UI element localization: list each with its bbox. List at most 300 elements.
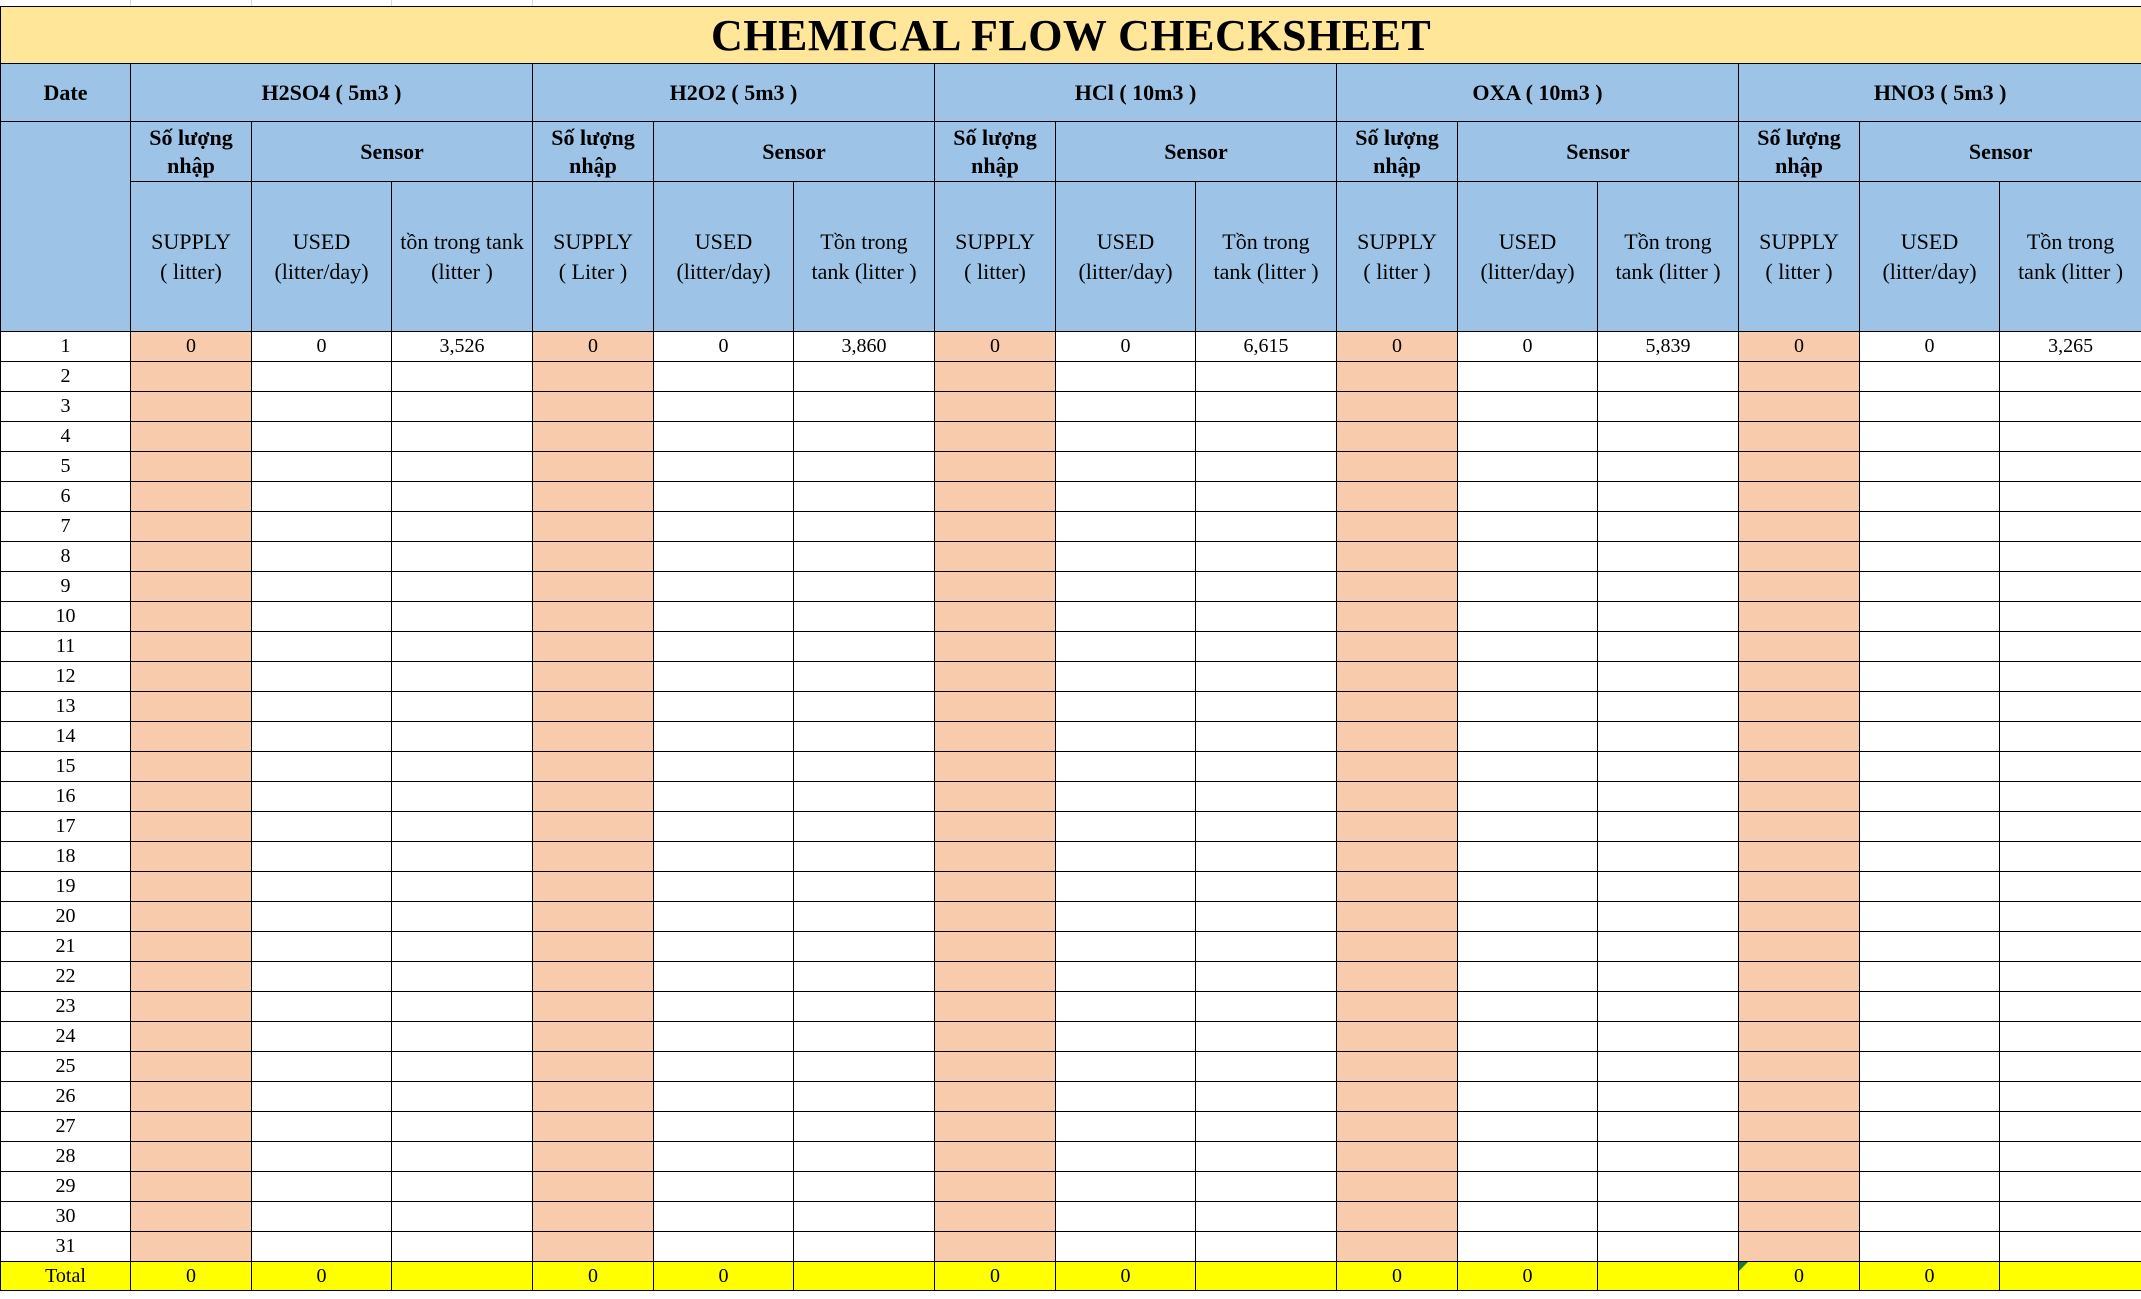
stock-cell[interactable] (2000, 962, 2141, 992)
stock-cell[interactable] (794, 812, 935, 842)
supply-cell[interactable] (533, 1082, 654, 1112)
used-cell[interactable] (1860, 1202, 2000, 1232)
used-cell[interactable] (1056, 602, 1196, 632)
total-supply-cell[interactable]: 0 (131, 1262, 252, 1291)
used-cell[interactable] (1860, 482, 2000, 512)
used-cell[interactable] (1056, 842, 1196, 872)
stock-cell[interactable] (794, 572, 935, 602)
used-cell[interactable] (654, 1082, 794, 1112)
stock-cell[interactable]: 3,860 (794, 332, 935, 362)
supply-cell[interactable] (1337, 1112, 1458, 1142)
used-cell[interactable] (654, 962, 794, 992)
date-cell[interactable]: 11 (1, 632, 131, 662)
used-cell[interactable] (1860, 782, 2000, 812)
used-cell[interactable] (252, 452, 392, 482)
supply-cell[interactable] (935, 632, 1056, 662)
used-cell[interactable] (252, 872, 392, 902)
stock-cell[interactable] (2000, 752, 2141, 782)
used-cell[interactable] (654, 662, 794, 692)
supply-cell[interactable] (1337, 1202, 1458, 1232)
stock-cell[interactable] (1598, 1022, 1739, 1052)
used-cell[interactable] (1860, 632, 2000, 662)
stock-cell[interactable] (1196, 812, 1337, 842)
stock-cell[interactable] (2000, 1232, 2141, 1262)
qty-input-header[interactable] (1337, 122, 1458, 182)
stock-cell[interactable] (1196, 962, 1337, 992)
used-cell[interactable] (1056, 512, 1196, 542)
used-cell[interactable] (1056, 1142, 1196, 1172)
stock-cell[interactable] (2000, 812, 2141, 842)
stock-cell[interactable] (392, 1142, 533, 1172)
stock-cell[interactable] (392, 812, 533, 842)
used-cell[interactable] (1860, 992, 2000, 1022)
stock-cell[interactable] (1598, 962, 1739, 992)
supply-cell[interactable] (533, 932, 654, 962)
used-cell[interactable] (1458, 752, 1598, 782)
used-cell[interactable] (1860, 872, 2000, 902)
supply-header[interactable] (533, 182, 654, 332)
stock-cell[interactable] (1598, 872, 1739, 902)
stock-cell[interactable] (1598, 992, 1739, 1022)
used-cell[interactable] (1860, 512, 2000, 542)
used-cell[interactable] (1458, 452, 1598, 482)
stock-cell[interactable] (2000, 1022, 2141, 1052)
supply-cell[interactable]: 0 (131, 332, 252, 362)
stock-cell[interactable] (794, 512, 935, 542)
stock-cell[interactable] (1598, 752, 1739, 782)
used-cell[interactable] (252, 512, 392, 542)
used-cell[interactable] (654, 872, 794, 902)
stock-cell[interactable] (1598, 1232, 1739, 1262)
total-used-cell[interactable]: 0 (654, 1262, 794, 1291)
supply-cell[interactable] (1337, 782, 1458, 812)
supply-cell[interactable] (1739, 962, 1860, 992)
used-cell[interactable]: 0 (1860, 332, 2000, 362)
used-cell[interactable] (1056, 1232, 1196, 1262)
supply-cell[interactable] (131, 1142, 252, 1172)
used-cell[interactable] (252, 422, 392, 452)
supply-cell[interactable] (131, 812, 252, 842)
supply-cell[interactable] (1739, 452, 1860, 482)
supply-cell[interactable] (1337, 812, 1458, 842)
total-used-cell[interactable]: 0 (1860, 1262, 2000, 1291)
supply-cell[interactable] (1337, 842, 1458, 872)
used-cell[interactable] (252, 1172, 392, 1202)
stock-cell[interactable] (1196, 692, 1337, 722)
total-label[interactable]: Total (1, 1262, 131, 1291)
stock-cell[interactable] (1196, 1232, 1337, 1262)
date-cell[interactable]: 26 (1, 1082, 131, 1112)
stock-cell[interactable] (392, 1022, 533, 1052)
supply-cell[interactable] (1337, 662, 1458, 692)
supply-cell[interactable] (1337, 752, 1458, 782)
supply-cell[interactable] (533, 1172, 654, 1202)
date-cell[interactable]: 17 (1, 812, 131, 842)
stock-cell[interactable] (392, 1202, 533, 1232)
stock-cell[interactable]: 5,839 (1598, 332, 1739, 362)
stock-cell[interactable] (794, 1142, 935, 1172)
chemical-header[interactable]: OXA ( 10m3 ) (1337, 64, 1739, 122)
date-header[interactable]: Date (1, 64, 131, 122)
supply-cell[interactable] (1739, 542, 1860, 572)
used-cell[interactable] (1056, 902, 1196, 932)
supply-cell[interactable] (533, 782, 654, 812)
used-cell[interactable] (1458, 1082, 1598, 1112)
supply-cell[interactable] (1337, 722, 1458, 752)
supply-cell[interactable]: 0 (1739, 332, 1860, 362)
supply-cell[interactable] (935, 1202, 1056, 1232)
supply-cell[interactable] (935, 992, 1056, 1022)
stock-cell[interactable] (1598, 662, 1739, 692)
used-cell[interactable] (252, 392, 392, 422)
used-cell[interactable] (1860, 662, 2000, 692)
used-cell[interactable] (252, 752, 392, 782)
supply-cell[interactable] (131, 992, 252, 1022)
used-header[interactable] (1860, 182, 2000, 332)
supply-cell[interactable] (1739, 1232, 1860, 1262)
used-cell[interactable] (654, 1112, 794, 1142)
stock-cell[interactable] (2000, 872, 2141, 902)
supply-cell[interactable] (1739, 392, 1860, 422)
stock-cell[interactable] (392, 392, 533, 422)
used-cell[interactable] (1056, 962, 1196, 992)
used-cell[interactable] (654, 572, 794, 602)
supply-cell[interactable] (935, 422, 1056, 452)
supply-cell[interactable] (131, 782, 252, 812)
stock-cell[interactable] (1598, 812, 1739, 842)
date-cell[interactable]: 3 (1, 392, 131, 422)
used-cell[interactable] (1458, 482, 1598, 512)
stock-cell[interactable] (1196, 1052, 1337, 1082)
supply-cell[interactable] (935, 812, 1056, 842)
stock-cell[interactable] (392, 1112, 533, 1142)
stock-cell[interactable] (2000, 1082, 2141, 1112)
date-cell[interactable]: 5 (1, 452, 131, 482)
used-cell[interactable] (1458, 962, 1598, 992)
supply-cell[interactable] (935, 452, 1056, 482)
used-cell[interactable] (1056, 392, 1196, 422)
used-cell[interactable]: 0 (252, 332, 392, 362)
supply-cell[interactable] (1739, 1112, 1860, 1142)
date-cell[interactable]: 12 (1, 662, 131, 692)
stock-cell[interactable] (794, 542, 935, 572)
stock-cell[interactable] (1196, 1142, 1337, 1172)
used-cell[interactable] (1056, 542, 1196, 572)
used-header[interactable] (1458, 182, 1598, 332)
used-cell[interactable] (1860, 1172, 2000, 1202)
supply-cell[interactable] (1739, 1172, 1860, 1202)
supply-cell[interactable] (1739, 512, 1860, 542)
supply-cell[interactable] (131, 512, 252, 542)
supply-cell[interactable] (533, 422, 654, 452)
supply-cell[interactable] (1337, 1232, 1458, 1262)
used-cell[interactable] (1056, 482, 1196, 512)
supply-cell[interactable] (935, 932, 1056, 962)
used-cell[interactable] (252, 1202, 392, 1232)
used-cell[interactable] (252, 722, 392, 752)
date-cell[interactable]: 29 (1, 1172, 131, 1202)
supply-cell[interactable] (131, 542, 252, 572)
used-cell[interactable] (654, 1052, 794, 1082)
used-cell[interactable] (1458, 812, 1598, 842)
stock-cell[interactable] (392, 932, 533, 962)
sensor-header[interactable]: Sensor (252, 122, 533, 182)
used-cell[interactable] (1860, 572, 2000, 602)
stock-cell[interactable] (2000, 1142, 2141, 1172)
stock-cell[interactable] (1598, 1112, 1739, 1142)
used-cell[interactable] (252, 1022, 392, 1052)
stock-cell[interactable] (2000, 722, 2141, 752)
stock-cell[interactable] (2000, 992, 2141, 1022)
stock-cell[interactable] (1196, 1082, 1337, 1112)
date-cell[interactable]: 18 (1, 842, 131, 872)
supply-cell[interactable] (533, 722, 654, 752)
stock-cell[interactable] (2000, 842, 2141, 872)
used-cell[interactable] (654, 392, 794, 422)
stock-header[interactable] (1196, 182, 1337, 332)
supply-cell[interactable] (935, 722, 1056, 752)
supply-cell[interactable] (533, 362, 654, 392)
used-header[interactable] (1056, 182, 1196, 332)
stock-cell[interactable] (392, 902, 533, 932)
used-cell[interactable] (1458, 1022, 1598, 1052)
stock-cell[interactable] (1598, 902, 1739, 932)
stock-cell[interactable] (2000, 1112, 2141, 1142)
supply-cell[interactable] (131, 932, 252, 962)
stock-cell[interactable] (2000, 542, 2141, 572)
supply-cell[interactable] (1739, 692, 1860, 722)
supply-cell[interactable] (935, 1172, 1056, 1202)
supply-cell[interactable] (131, 662, 252, 692)
supply-cell[interactable] (935, 752, 1056, 782)
stock-cell[interactable] (1598, 1082, 1739, 1112)
supply-cell[interactable] (1739, 722, 1860, 752)
used-cell[interactable] (252, 362, 392, 392)
used-cell[interactable] (252, 842, 392, 872)
used-cell[interactable] (252, 782, 392, 812)
used-cell[interactable] (654, 482, 794, 512)
stock-cell[interactable] (2000, 692, 2141, 722)
used-cell[interactable] (1458, 1052, 1598, 1082)
supply-cell[interactable] (1739, 1142, 1860, 1172)
supply-cell[interactable] (1337, 932, 1458, 962)
stock-cell[interactable] (794, 662, 935, 692)
supply-cell[interactable] (131, 362, 252, 392)
used-cell[interactable] (1860, 1082, 2000, 1112)
supply-cell[interactable] (131, 422, 252, 452)
date-cell[interactable]: 25 (1, 1052, 131, 1082)
stock-cell[interactable] (392, 992, 533, 1022)
stock-cell[interactable] (794, 1202, 935, 1232)
supply-cell[interactable] (131, 692, 252, 722)
used-cell[interactable] (654, 752, 794, 782)
used-cell[interactable] (654, 782, 794, 812)
used-cell[interactable] (1056, 452, 1196, 482)
supply-cell[interactable] (533, 1232, 654, 1262)
used-cell[interactable] (1860, 602, 2000, 632)
date-cell[interactable]: 31 (1, 1232, 131, 1262)
supply-cell[interactable] (131, 1172, 252, 1202)
supply-cell[interactable] (533, 572, 654, 602)
stock-cell[interactable] (794, 992, 935, 1022)
used-cell[interactable] (252, 602, 392, 632)
used-cell[interactable] (252, 1082, 392, 1112)
supply-cell[interactable] (935, 1142, 1056, 1172)
supply-cell[interactable] (131, 722, 252, 752)
supply-cell[interactable] (533, 392, 654, 422)
stock-cell[interactable] (1196, 932, 1337, 962)
used-cell[interactable] (1458, 1232, 1598, 1262)
stock-cell[interactable]: 3,265 (2000, 332, 2141, 362)
used-cell[interactable] (252, 662, 392, 692)
stock-cell[interactable] (794, 692, 935, 722)
date-cell[interactable]: 21 (1, 932, 131, 962)
supply-cell[interactable] (1739, 1082, 1860, 1112)
stock-cell[interactable] (1598, 632, 1739, 662)
supply-cell[interactable] (1739, 1052, 1860, 1082)
stock-cell[interactable] (392, 722, 533, 752)
date-cell[interactable]: 28 (1, 1142, 131, 1172)
stock-cell[interactable] (2000, 782, 2141, 812)
stock-cell[interactable] (1598, 1142, 1739, 1172)
used-cell[interactable] (1860, 392, 2000, 422)
used-cell[interactable]: 0 (654, 332, 794, 362)
supply-cell[interactable] (1337, 962, 1458, 992)
stock-cell[interactable] (392, 422, 533, 452)
supply-cell[interactable] (1739, 842, 1860, 872)
used-cell[interactable]: 0 (1458, 332, 1598, 362)
supply-cell[interactable] (1337, 872, 1458, 902)
used-cell[interactable] (1860, 452, 2000, 482)
used-cell[interactable] (252, 632, 392, 662)
supply-cell[interactable] (1739, 932, 1860, 962)
used-cell[interactable] (252, 932, 392, 962)
total-supply-cell[interactable]: 0 (1337, 1262, 1458, 1291)
stock-cell[interactable] (794, 362, 935, 392)
used-cell[interactable] (654, 902, 794, 932)
supply-cell[interactable] (1739, 1202, 1860, 1232)
supply-cell[interactable] (131, 962, 252, 992)
used-cell[interactable] (1056, 632, 1196, 662)
used-cell[interactable] (1860, 1022, 2000, 1052)
total-stock-cell[interactable] (1196, 1262, 1337, 1291)
used-cell[interactable] (1860, 902, 2000, 932)
stock-cell[interactable] (1598, 452, 1739, 482)
used-cell[interactable] (252, 1232, 392, 1262)
supply-header[interactable] (1337, 182, 1458, 332)
used-cell[interactable] (1056, 662, 1196, 692)
stock-cell[interactable] (1598, 932, 1739, 962)
used-cell[interactable] (654, 812, 794, 842)
supply-cell[interactable] (935, 962, 1056, 992)
supply-cell[interactable] (131, 1232, 252, 1262)
used-cell[interactable] (1458, 1142, 1598, 1172)
stock-cell[interactable] (392, 452, 533, 482)
supply-cell[interactable] (935, 1082, 1056, 1112)
supply-cell[interactable] (1337, 512, 1458, 542)
supply-cell[interactable] (935, 392, 1056, 422)
stock-cell[interactable] (1196, 872, 1337, 902)
supply-cell[interactable] (935, 692, 1056, 722)
used-cell[interactable] (252, 542, 392, 572)
supply-cell[interactable] (131, 482, 252, 512)
supply-cell[interactable] (1337, 1022, 1458, 1052)
stock-cell[interactable] (2000, 362, 2141, 392)
used-cell[interactable] (1860, 692, 2000, 722)
qty-input-header[interactable] (935, 122, 1056, 182)
supply-cell[interactable] (533, 452, 654, 482)
supply-cell[interactable] (131, 1022, 252, 1052)
supply-cell[interactable] (1337, 392, 1458, 422)
stock-cell[interactable] (1598, 602, 1739, 632)
date-cell[interactable]: 23 (1, 992, 131, 1022)
stock-cell[interactable] (1196, 452, 1337, 482)
supply-cell[interactable]: 0 (935, 332, 1056, 362)
stock-cell[interactable] (794, 932, 935, 962)
used-cell[interactable] (1860, 752, 2000, 782)
supply-cell[interactable] (1337, 902, 1458, 932)
total-supply-cell[interactable]: 0 (1739, 1262, 1860, 1291)
supply-cell[interactable] (533, 812, 654, 842)
stock-cell[interactable] (392, 602, 533, 632)
supply-cell[interactable] (1739, 422, 1860, 452)
stock-cell[interactable] (1196, 422, 1337, 452)
supply-cell[interactable] (1739, 872, 1860, 902)
stock-cell[interactable] (794, 1082, 935, 1112)
supply-cell[interactable] (533, 542, 654, 572)
used-cell[interactable] (1056, 1082, 1196, 1112)
used-cell[interactable] (252, 1052, 392, 1082)
qty-input-header[interactable] (131, 122, 252, 182)
used-cell[interactable] (1860, 362, 2000, 392)
chemical-header[interactable]: HCl ( 10m3 ) (935, 64, 1337, 122)
total-used-cell[interactable]: 0 (1056, 1262, 1196, 1291)
date-cell[interactable]: 22 (1, 962, 131, 992)
stock-cell[interactable] (392, 1172, 533, 1202)
supply-cell[interactable] (131, 1082, 252, 1112)
stock-cell[interactable] (392, 542, 533, 572)
stock-cell[interactable] (1196, 1022, 1337, 1052)
used-cell[interactable] (654, 692, 794, 722)
stock-cell[interactable] (794, 1172, 935, 1202)
supply-cell[interactable] (1739, 992, 1860, 1022)
used-cell[interactable] (1056, 782, 1196, 812)
supply-cell[interactable] (1337, 482, 1458, 512)
stock-cell[interactable] (2000, 902, 2141, 932)
stock-cell[interactable] (794, 752, 935, 782)
supply-cell[interactable] (935, 1232, 1056, 1262)
stock-header[interactable] (794, 182, 935, 332)
used-cell[interactable] (1056, 1202, 1196, 1232)
used-cell[interactable] (1056, 1172, 1196, 1202)
stock-cell[interactable] (2000, 932, 2141, 962)
used-cell[interactable] (252, 692, 392, 722)
supply-cell[interactable] (533, 692, 654, 722)
supply-cell[interactable] (131, 632, 252, 662)
chemical-header[interactable]: H2SO4 ( 5m3 ) (131, 64, 533, 122)
stock-header[interactable] (392, 182, 533, 332)
stock-cell[interactable] (392, 692, 533, 722)
used-cell[interactable] (654, 842, 794, 872)
stock-cell[interactable] (392, 572, 533, 602)
supply-cell[interactable] (935, 1052, 1056, 1082)
stock-cell[interactable] (392, 1082, 533, 1112)
stock-cell[interactable] (392, 782, 533, 812)
supply-cell[interactable] (1337, 362, 1458, 392)
used-cell[interactable] (252, 572, 392, 602)
stock-cell[interactable] (1196, 1112, 1337, 1142)
used-cell[interactable] (1458, 1202, 1598, 1232)
